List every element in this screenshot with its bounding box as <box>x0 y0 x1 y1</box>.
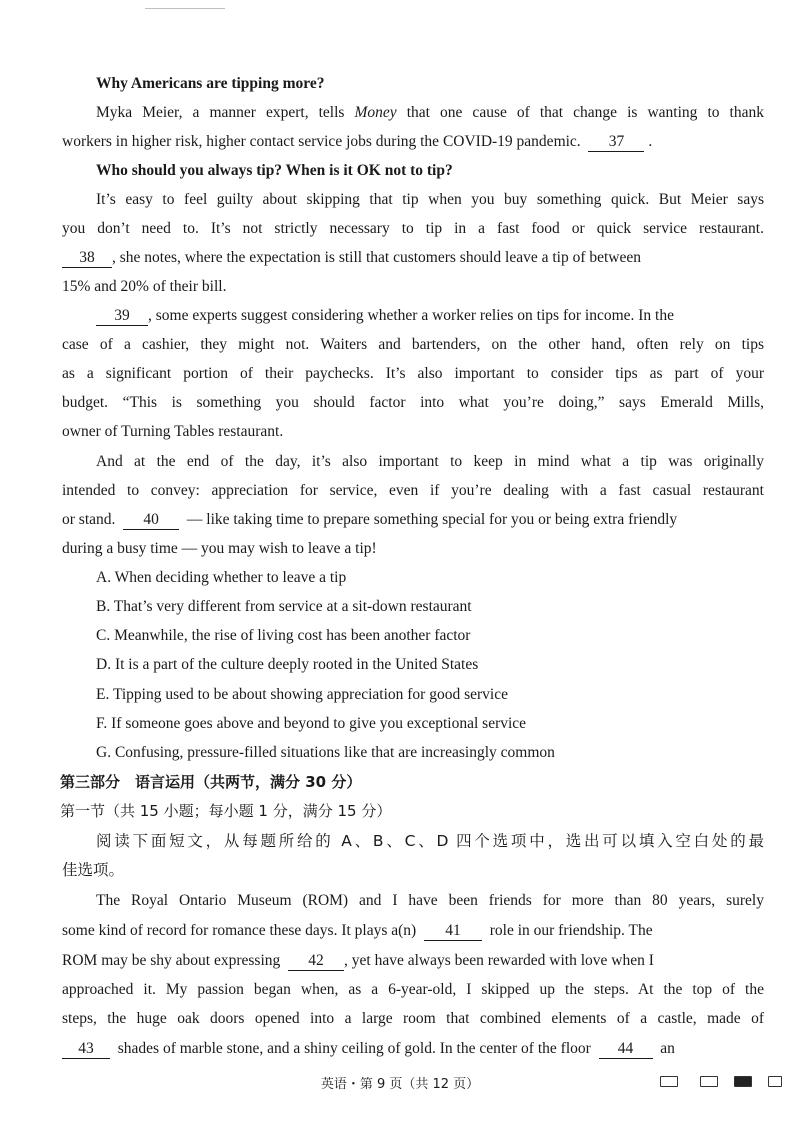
p5-text: an <box>660 1040 675 1057</box>
p3-text: budget. “This is something you should factor into what you’re doing,” says Emerald Mills, <box>62 394 764 411</box>
p5-line1 <box>96 890 764 912</box>
blank-40: 40 <box>123 511 179 530</box>
instruction-line2: 佳选项。 <box>62 861 125 879</box>
option-g: G. Confusing, pressure-filled situations like that are increasingly common <box>96 744 555 761</box>
p5-line6 <box>62 1038 764 1060</box>
empty-box-icon <box>768 1076 782 1087</box>
option-a: A. When deciding whether to leave a tip <box>96 569 347 586</box>
p3-text: as a significant portion of their paychecks. It’s also important to consider tips as part of your <box>62 365 764 382</box>
p2-line3 <box>62 247 764 269</box>
p5-text: approached it. My passion began when, as a 6-year-old, I skipped up the steps. At the top of the <box>62 981 764 998</box>
p2-line4: 15% and 20% of their bill. <box>62 278 227 295</box>
p4-text: — like taking time to prepare something special for you or being extra friendly <box>186 511 678 528</box>
p5-text: steps, the huge oak doors opened into a large room that combined elements of a castle, made of <box>62 1010 764 1027</box>
page-footer: 英语・第 9 页（共 12 页） <box>320 1077 480 1092</box>
p5-text: shades of marble stone, and a shiny ceiling of gold. In the center of the floor <box>117 1040 591 1057</box>
p3-line4 <box>62 392 764 414</box>
p5-text: , yet have always been rewarded with love when I <box>344 952 654 969</box>
p5-text: The Royal Ontario Museum (ROM) and I have been friends for more than 80 years, surely <box>96 892 764 909</box>
p3-text: , some experts suggest considering whether a worker relies on tips for income. In the <box>148 307 674 324</box>
option-e: E. Tipping used to be about showing appreciation for good service <box>96 686 508 703</box>
p1-line1 <box>96 102 764 124</box>
p4-line4: during a busy time — you may wish to leave a tip! <box>62 540 377 557</box>
p5-text: ROM may be shy about expressing <box>62 952 281 969</box>
option-c: C. Meanwhile, the rise of living cost has been another factor <box>96 627 471 644</box>
p1-text: Myka Meier, a manner expert, tells Money that one cause of that change is wanting to thank <box>96 104 764 121</box>
heading-who-tip: Who should you always tip? When is it OK not to tip? <box>96 162 453 179</box>
p4-text: intended to convey: appreciation for service, even if you’re dealing with a fast casual restaurant <box>62 482 764 499</box>
filled-box-icon <box>734 1076 752 1087</box>
p4-line1 <box>96 451 764 473</box>
p3-text: case of a cashier, they might not. Waiters and bartenders, on the other hand, often rely on tips <box>62 336 764 353</box>
empty-box-icon <box>700 1076 718 1087</box>
instruction-text: 阅读下面短文，从每题所给的 A、B、C、D 四个选项中，选出可以填入空白处的最 <box>96 832 764 850</box>
option-d: D. It is a part of the culture deeply rooted in the United States <box>96 656 479 673</box>
empty-box-icon <box>660 1076 678 1087</box>
option-b: B. That’s very different from service at a sit-down restaurant <box>96 598 472 615</box>
p2-line2 <box>62 218 764 240</box>
p3-line5: owner of Turning Tables restaurant. <box>62 423 284 440</box>
p4-line3 <box>62 509 764 531</box>
p4-text: And at the end of the day, it’s also important to keep in mind what a tip was originally <box>96 453 764 470</box>
section-1-subtitle: 第一节（共 15 小题；每小题 1 分，满分 15 分） <box>60 802 392 820</box>
p2-text: you don’t need to. It’s not strictly necessary to tip in a fast food or quick service restaurant. <box>62 220 764 237</box>
blank-38: 38 <box>62 249 112 268</box>
p1-text: workers in higher risk, higher contact service jobs during the COVID-19 pandemic. <box>62 133 581 150</box>
p5-text: role in our friendship. The <box>489 922 653 939</box>
p2-text: , she notes, where the expectation is still that customers should leave a tip of between <box>112 249 642 266</box>
blank-42: 42 <box>288 952 344 971</box>
instruction-line1 <box>96 830 764 852</box>
p1-line2: workers in higher risk, higher contact service jobs during the COVID-19 pandemic. 37 . <box>62 133 653 150</box>
p5-line4 <box>62 979 764 1001</box>
p5-line3 <box>62 950 764 972</box>
blank-41: 41 <box>424 922 482 941</box>
p5-line5 <box>62 1008 764 1030</box>
p3-line1 <box>96 305 764 327</box>
blank-37: 37 <box>588 133 644 152</box>
heading-why-tipping: Why Americans are tipping more? <box>96 75 325 92</box>
p2-line1 <box>96 189 764 211</box>
p4-line2 <box>62 480 764 502</box>
top-rule <box>145 8 225 9</box>
blank-44: 44 <box>599 1040 653 1059</box>
p3-line2 <box>62 334 764 356</box>
p5-text: some kind of record for romance these days. It plays a(n) <box>62 922 417 939</box>
option-f: F. If someone goes above and beyond to give you exceptional service <box>96 715 527 732</box>
section-3-title: 第三部分 语言运用（共两节，满分 30 分） <box>60 773 362 791</box>
p2-text: It’s easy to feel guilty about skipping that tip when you buy something quick. But Meier says <box>96 191 764 208</box>
p4-text: or stand. <box>62 511 116 528</box>
blank-43: 43 <box>62 1040 110 1059</box>
p5-line2 <box>62 920 764 942</box>
p3-line3 <box>62 363 764 385</box>
blank-39: 39 <box>96 307 148 326</box>
